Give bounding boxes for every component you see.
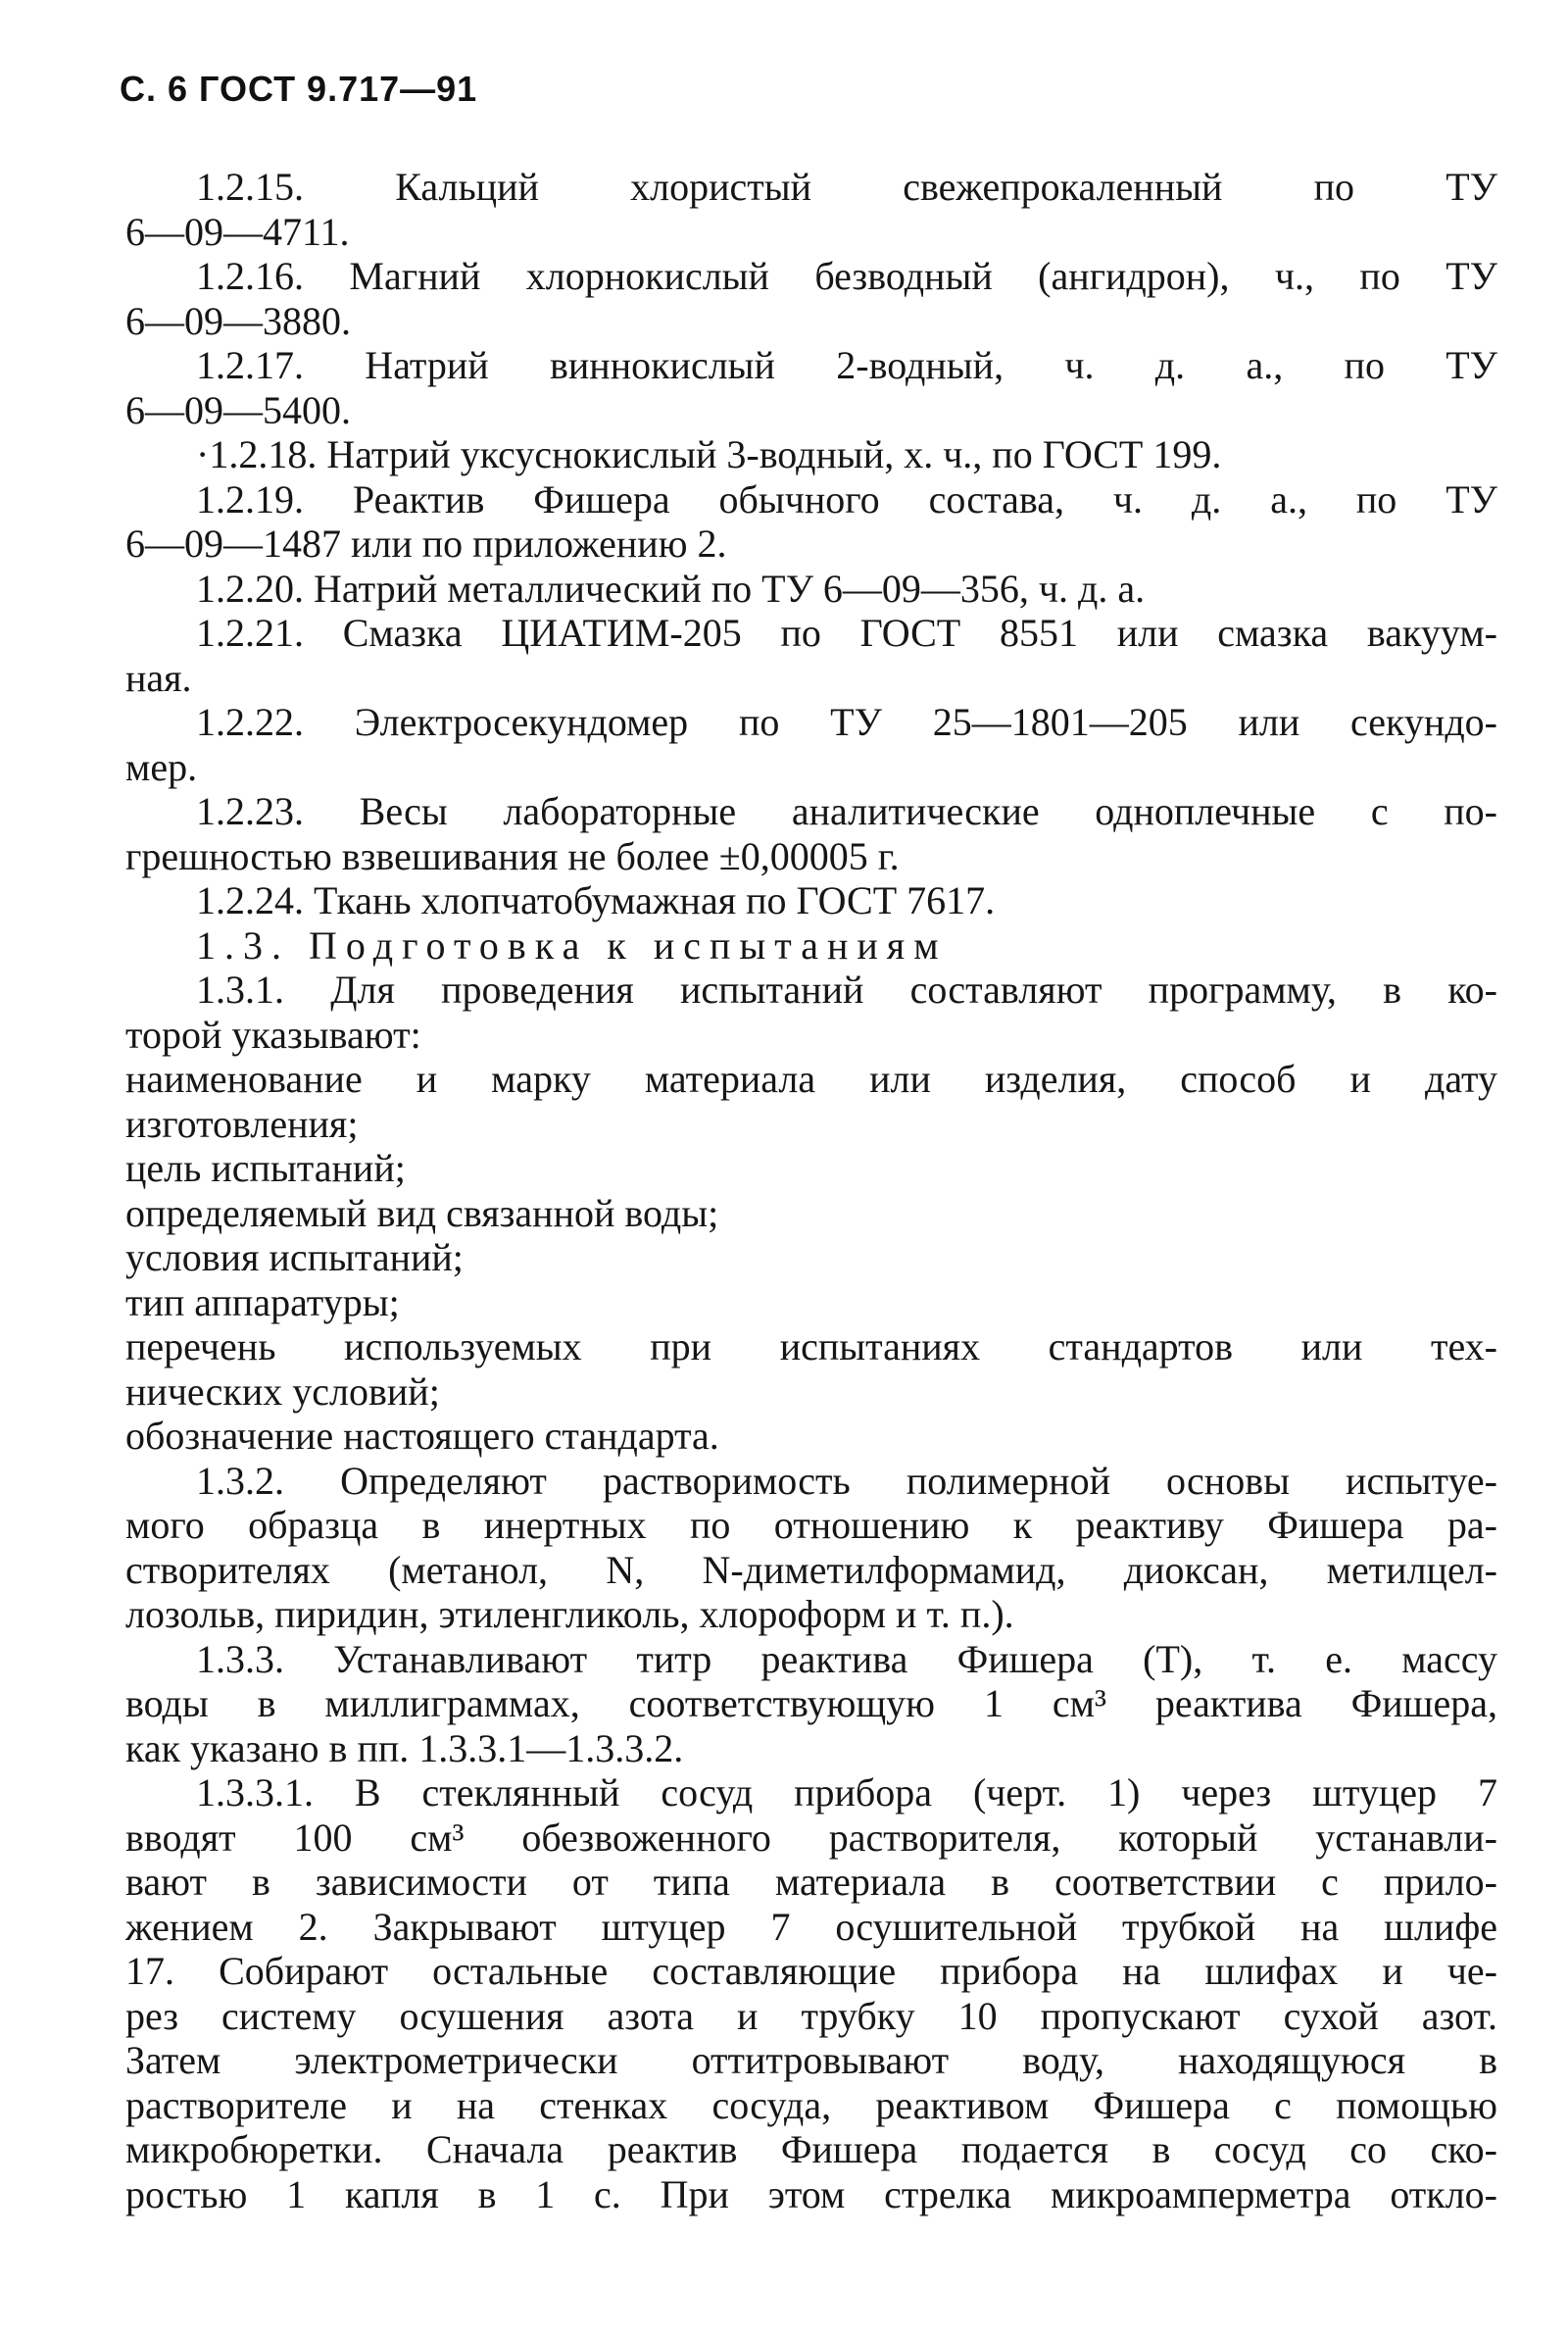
- text-line: растворителе и на стенках сосуда, реактивом Фишера с помощью: [125, 2082, 1497, 2127]
- text-line: 1.2.21. Смазка ЦИАТИМ-205 по ГОСТ 8551 или смазка вакуум-: [196, 611, 1497, 655]
- text-line: грешностью взвешивания не более ±0,00005 г.: [125, 833, 900, 878]
- text-line: 1.2.20. Натрий металлический по ТУ 6—09—356, ч. д. а.: [196, 566, 1146, 611]
- text-line: створителях (метанол, N, N-диметилформамид, диоксан, метилцел-: [125, 1547, 1497, 1592]
- text-line: 1.2.16. Магний хлорнокислый безводный (ангидрон), ч., по ТУ: [196, 254, 1497, 298]
- text-line: ростью 1 капля в 1 с. При этом стрелка микроамперметра откло-: [125, 2171, 1497, 2216]
- document-body: [125, 165, 1497, 2216]
- text-line: цель испытаний;: [125, 1146, 406, 1190]
- text-line: жением 2. Закрывают штуцер 7 осушительной трубкой на шлифе: [125, 1904, 1497, 1949]
- text-line: изготовления;: [125, 1101, 359, 1146]
- text-line: 1.2.23. Весы лабораторные аналитические одноплечные с по-: [196, 789, 1497, 833]
- text-line: перечень используемых при испытаниях стандартов или тех-: [125, 1324, 1497, 1368]
- text-line: торой указывают:: [125, 1012, 421, 1057]
- text-line: 1.3.1. Для проведения испытаний составляют программу, в ко-: [196, 968, 1497, 1012]
- text-line: рез систему осушения азота и трубку 10 пропускают сухой азот.: [125, 1993, 1497, 2038]
- text-line: 1.3.3.1. В стеклянный сосуд прибора (черт. 1) через штуцер 7: [196, 1770, 1497, 1815]
- text-line: вводят 100 см³ обезвоженного растворителя, который устанавли-: [125, 1815, 1497, 1860]
- text-line: условия испытаний;: [125, 1235, 464, 1279]
- text-line: 6—09—1487 или по приложению 2.: [125, 522, 727, 566]
- text-line: вают в зависимости от типа материала в соответствии с прило-: [125, 1860, 1497, 1904]
- text-line: 6—09—4711.: [125, 209, 350, 254]
- text-line: 17. Собирают остальные составляющие прибора на шлифах и че-: [125, 1949, 1497, 1993]
- text-line: мого образца в инертных по отношению к реактиву Фишера ра-: [125, 1503, 1497, 1547]
- page-header: С. 6 ГОСТ 9.717—91: [120, 69, 478, 109]
- text-line: воды в миллиграммах, соответствующую 1 см³ реактива Фишера,: [125, 1681, 1497, 1725]
- text-line: 1.2.15. Кальций хлористый свежепрокаленный по ТУ: [196, 165, 1497, 209]
- text-line: мер.: [125, 744, 198, 789]
- text-line: 1.2.22. Электросекундомер по ТУ 25—1801—205 или секундо-: [196, 700, 1497, 744]
- text-line: Затем электрометрически оттитровывают воду, находящуюся в: [125, 2038, 1497, 2082]
- text-line: нических условий;: [125, 1368, 440, 1414]
- text-line: 1.3.2. Определяют растворимость полимерной основы испытуе-: [196, 1458, 1497, 1503]
- section-heading: 1.3. Подготовка к испытаниям: [196, 922, 948, 968]
- text-line: 1.3.3. Устанавливают титр реактива Фишера (Т), т. е. массу: [196, 1636, 1497, 1681]
- text-line: 1.2.24. Ткань хлопчатобумажная по ГОСТ 7617.: [196, 878, 996, 922]
- text-line: определяемый вид связанной воды;: [125, 1190, 719, 1235]
- text-line: ная.: [125, 655, 192, 700]
- text-line: обозначение настоящего стандарта.: [125, 1414, 719, 1458]
- text-line: 1.2.19. Реактив Фишера обычного состава, ч. д. а., по ТУ: [196, 476, 1497, 522]
- text-line: 1.2.17. Натрий виннокислый 2-водный, ч. д. а., по ТУ: [196, 343, 1497, 387]
- text-line: тип аппаратуры;: [125, 1279, 400, 1324]
- text-line: 6—09—3880.: [125, 298, 351, 343]
- text-line: как указано в пп. 1.3.3.1—1.3.3.2.: [125, 1725, 684, 1770]
- text-line: лозольв, пиридин, этиленгликоль, хлороформ и т. п.).: [125, 1592, 1014, 1636]
- text-line: микробюретки. Сначала реактив Фишера подается в сосуд со ско-: [125, 2127, 1497, 2171]
- text-line: наименование и марку материала или изделия, способ и дату: [125, 1057, 1497, 1101]
- text-line: ·1.2.18. Натрий уксуснокислый 3-водный, х. ч., по ГОСТ 199.: [196, 432, 1222, 476]
- text-line: 6—09—5400.: [125, 387, 351, 432]
